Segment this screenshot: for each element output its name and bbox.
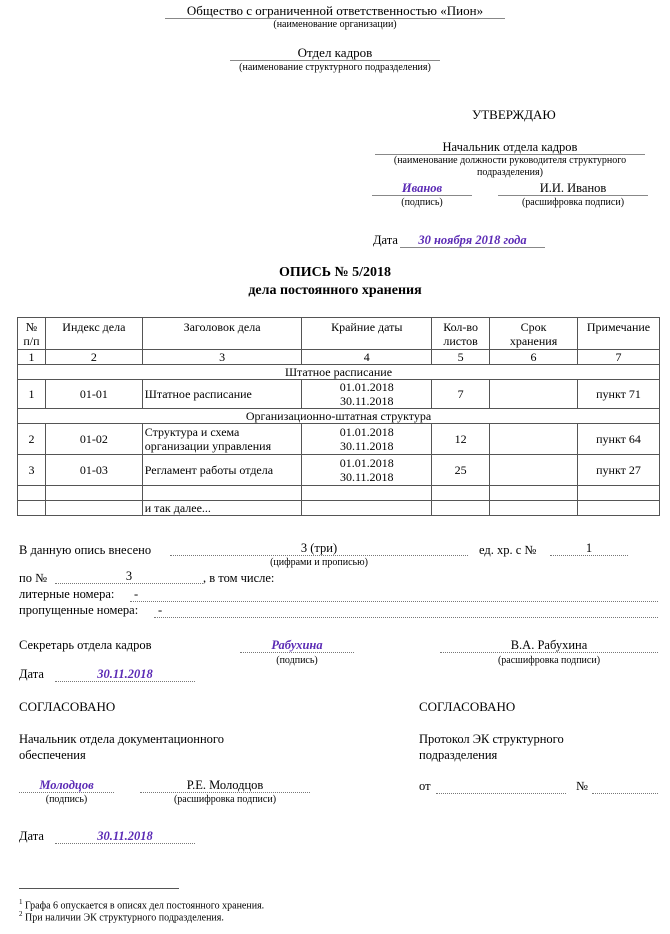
agreed-left-signature-caption: (подпись) — [45, 794, 88, 805]
empty-row — [18, 486, 660, 501]
secretary-position: Секретарь отдела кадров — [19, 638, 152, 652]
row-dates — [302, 424, 432, 455]
agreed-left-date-line — [55, 843, 195, 844]
secretary-name-line — [440, 652, 658, 653]
row-title: Штатное расписание — [142, 380, 302, 409]
agreed-left-date-label: Дата — [19, 829, 44, 843]
agreed-left-signature-line — [19, 792, 114, 793]
agreed-right-no-line — [592, 793, 658, 794]
approve-signature-line — [372, 195, 472, 196]
empty-cell — [302, 501, 432, 516]
secretary-date-line — [55, 681, 195, 682]
header-cell: Крайние даты — [302, 318, 432, 350]
approve-position: Начальник отдела кадров — [442, 140, 578, 154]
inventory-table — [17, 317, 660, 516]
agreed-left-signature: Молодцов — [39, 778, 94, 792]
header-cell: Срок хранения — [490, 318, 578, 350]
row-term — [490, 380, 578, 409]
empty-cell — [45, 486, 142, 501]
section-row — [18, 365, 660, 380]
agreed-left-name-caption: (расшифровка подписи) — [173, 794, 277, 805]
letter-numbers-value: - — [134, 587, 139, 601]
empty-cell — [432, 501, 490, 516]
agreed-left-date-value: 30.11.2018 — [97, 829, 153, 843]
row-note: пункт 71 — [578, 380, 660, 409]
agreed-left-name-line — [140, 792, 310, 793]
secretary-date-label: Дата — [19, 667, 44, 681]
empty-cell — [142, 486, 302, 501]
approve-name-line — [498, 195, 648, 196]
agreed-right-no-label: № — [576, 779, 588, 793]
row-note: пункт 64 — [578, 424, 660, 455]
column-number-row — [18, 350, 660, 365]
empty-cell — [45, 501, 142, 516]
secretary-name-caption: (расшифровка подписи) — [497, 655, 601, 666]
secretary-signature-line — [240, 652, 354, 653]
dept-name: Отдел кадров — [297, 45, 373, 60]
org-caption: (наименование организации) — [273, 19, 397, 30]
secretary-signature: Рабухина — [271, 638, 323, 652]
empty-cell — [578, 486, 660, 501]
row-dates — [302, 380, 432, 409]
footnote-1-text: Графа 6 опускается в описях дел постоянного хранения. — [25, 900, 265, 912]
table-row — [18, 424, 660, 455]
section-title: Организационно-штатная структура — [18, 409, 660, 424]
summary-count-line — [170, 555, 468, 556]
letter-numbers-label: литерные номера: — [19, 587, 115, 601]
approve-date-value: 30 ноября 2018 года — [418, 233, 527, 247]
row-index: 01-02 — [45, 424, 142, 455]
row-index: 01-01 — [45, 380, 142, 409]
missed-numbers-value: - — [158, 603, 163, 617]
col-number: 1 — [18, 350, 46, 365]
approve-date-line — [400, 247, 545, 248]
approve-signature: Иванов — [401, 181, 443, 195]
header-cell: Индекс дела — [45, 318, 142, 350]
org-name: Общество с ограниченной ответственностью «Пион» — [186, 3, 484, 18]
secretary-signature-caption: (подпись) — [276, 655, 318, 666]
row-date-end: 30.11.2018 — [339, 394, 394, 408]
header-cell: Заголовок дела — [142, 318, 302, 350]
footnote-divider — [19, 888, 179, 889]
row-date-start: 01.01.2018 — [339, 425, 394, 439]
agreed-left-position: Начальник отдела документационного обеспечения — [19, 732, 224, 762]
row-sheets: 12 — [432, 424, 490, 455]
row-sheets: 25 — [432, 455, 490, 486]
row-index: 01-03 — [45, 455, 142, 486]
row-dates — [302, 455, 432, 486]
summary-units-label: ед. хр. с № — [479, 543, 537, 557]
summary-to-line — [55, 583, 203, 584]
summary-count-caption: (цифрами и прописью) — [270, 557, 368, 568]
summary-to-no: 3 — [125, 569, 133, 583]
agreed-left-title: СОГЛАСОВАНО — [19, 699, 116, 714]
row-date-start: 01.01.2018 — [339, 456, 394, 470]
empty-cell — [302, 486, 432, 501]
approve-position-caption: (наименование должности руководителя структурного подразделения) — [393, 155, 627, 178]
summary-label: В данную опись внесено — [19, 543, 152, 557]
col-number: 2 — [45, 350, 142, 365]
missed-numbers-line — [154, 617, 658, 618]
col-number: 7 — [578, 350, 660, 365]
section-row — [18, 409, 660, 424]
approve-title: УТВЕРЖДАЮ — [472, 107, 556, 122]
empty-cell — [490, 486, 578, 501]
table-row — [18, 380, 660, 409]
footnote-2-mark: 2 — [19, 910, 23, 918]
section-title: Штатное расписание — [18, 365, 660, 380]
row-term — [490, 455, 578, 486]
empty-cell — [18, 486, 46, 501]
table-header-row — [18, 318, 660, 350]
col-number: 5 — [432, 350, 490, 365]
agreed-left-name: Р.Е. Молодцов — [186, 778, 264, 792]
secretary-date-value: 30.11.2018 — [97, 667, 153, 681]
row-note: пункт 27 — [578, 455, 660, 486]
empty-cell — [578, 501, 660, 516]
doc-subtitle: дела постоянного хранения — [248, 283, 422, 298]
summary-from-no: 1 — [585, 541, 593, 555]
col-number: 3 — [142, 350, 302, 365]
empty-cell — [18, 501, 46, 516]
row-title: Регламент работы отдела — [142, 455, 302, 486]
row-sheets: 7 — [432, 380, 490, 409]
etc-cell: и так далее... — [142, 501, 302, 516]
footnote-1-mark: 1 — [19, 898, 23, 906]
agreed-right-protocol: Протокол ЭК структурного подразделения — [419, 732, 564, 762]
col-number: 4 — [302, 350, 432, 365]
summary-including: , в том числе: — [203, 571, 275, 585]
footnote-2 — [19, 910, 224, 923]
etc-row — [18, 501, 660, 516]
header-cell: Кол-во листов — [432, 318, 490, 350]
header-cell: № п/п — [18, 318, 46, 350]
row-number: 1 — [18, 380, 46, 409]
doc-title: ОПИСЬ № 5/2018 — [279, 265, 391, 280]
col-number: 6 — [490, 350, 578, 365]
summary-from-line — [550, 555, 628, 556]
approve-date-label: Дата — [373, 233, 398, 247]
secretary-name: В.А. Рабухина — [510, 638, 588, 652]
letter-numbers-line — [130, 601, 658, 602]
agreed-right-from-label: от — [419, 779, 431, 793]
summary-count: 3 (три) — [300, 541, 338, 555]
row-number: 2 — [18, 424, 46, 455]
agreed-right-from-line — [436, 793, 566, 794]
table-row — [18, 455, 660, 486]
empty-cell — [490, 501, 578, 516]
summary-to-label: по № — [19, 571, 47, 585]
approve-signature-caption: (подпись) — [401, 197, 443, 208]
row-term — [490, 424, 578, 455]
missed-numbers-label: пропущенные номера: — [19, 603, 139, 617]
agreed-right-title: СОГЛАСОВАНО — [419, 699, 516, 714]
row-title: Структура и схема организации управления — [142, 424, 302, 455]
row-date-end: 30.11.2018 — [339, 439, 394, 453]
row-number: 3 — [18, 455, 46, 486]
dept-caption: (наименование структурного подразделения) — [239, 62, 431, 73]
row-date-end: 30.11.2018 — [339, 470, 394, 484]
approve-name-caption: (расшифровка подписи) — [521, 197, 625, 208]
header-cell: Примечание — [578, 318, 660, 350]
approve-name: И.И. Иванов — [539, 181, 607, 195]
empty-cell — [432, 486, 490, 501]
dept-line — [230, 60, 440, 61]
footnote-2-text: При наличии ЭК структурного подразделения. — [25, 912, 224, 924]
row-date-start: 01.01.2018 — [339, 380, 394, 394]
